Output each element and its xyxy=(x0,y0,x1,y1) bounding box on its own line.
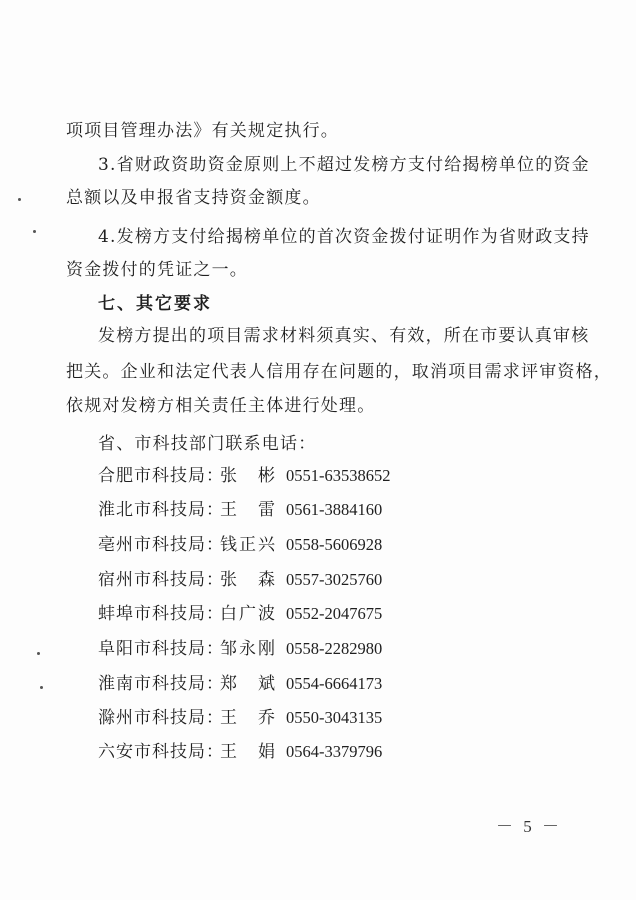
contact-row xyxy=(98,534,382,556)
contact-person: 白广波 xyxy=(220,604,277,624)
contact-phone: 0564-3379796 xyxy=(286,742,383,761)
contact-row xyxy=(98,499,382,521)
contact-phone: 0552-2047675 xyxy=(286,604,383,623)
contact-bureau: 淮北市科技局： xyxy=(98,500,224,520)
paragraph-line: 项项目管理办法》有关规定执行。 xyxy=(66,121,339,141)
contact-phone: 0557-3025760 xyxy=(286,570,383,589)
contact-bureau: 合肥市科技局： xyxy=(98,466,224,486)
contact-person: 钱正兴 xyxy=(220,535,277,555)
contact-person: 王 娟 xyxy=(220,742,277,762)
contact-person: 王 乔 xyxy=(220,708,277,728)
contact-phone: 0551-63538652 xyxy=(286,466,391,485)
requirements-line: 依规对发榜方相关责任主体进行处理。 xyxy=(66,396,376,416)
scan-mark xyxy=(33,230,36,233)
contact-row xyxy=(98,673,382,695)
contact-person: 张 彬 xyxy=(220,466,277,486)
contact-row xyxy=(98,638,382,660)
contact-bureau: 六安市科技局： xyxy=(98,742,224,762)
contact-row xyxy=(98,603,382,625)
contact-bureau: 淮南市科技局： xyxy=(98,674,224,694)
scan-mark xyxy=(18,198,21,201)
contact-row xyxy=(98,465,391,487)
contact-bureau: 宿州市科技局： xyxy=(98,570,224,590)
contact-person: 张 森 xyxy=(220,570,277,590)
paragraph-line: 总额以及申报省支持资金额度。 xyxy=(66,188,321,208)
contact-bureau: 亳州市科技局： xyxy=(98,535,224,555)
contact-bureau: 滁州市科技局： xyxy=(98,708,224,728)
scan-mark xyxy=(40,686,43,689)
contact-row xyxy=(98,569,382,591)
contact-phone: 0550-3043135 xyxy=(286,708,383,727)
contact-row xyxy=(98,741,382,763)
contact-phone: 0558-2282980 xyxy=(286,639,383,658)
contact-person: 王 雷 xyxy=(220,500,277,520)
contact-phone: 0561-3884160 xyxy=(286,500,383,519)
requirements-line: 发榜方提出的项目需求材料须真实、有效，所在市要认真审核 xyxy=(98,326,590,346)
contact-bureau: 蚌埠市科技局： xyxy=(98,604,224,624)
contact-row xyxy=(98,707,382,729)
paragraph-line: 3.省财政资助资金原则上不超过发榜方支付给揭榜单位的资金 xyxy=(98,155,590,175)
paragraph-line: 资金拨付的凭证之一。 xyxy=(66,260,248,280)
contact-bureau: 阜阳市科技局： xyxy=(98,639,224,659)
contact-person: 郑 斌 xyxy=(220,674,277,694)
contact-phone: 0554-6664173 xyxy=(286,674,383,693)
section-heading: 七、其它要求 xyxy=(98,294,212,314)
contact-phone: 0558-5606928 xyxy=(286,535,383,554)
contact-person: 邹永刚 xyxy=(220,639,277,659)
requirements-line: 把关。企业和法定代表人信用存在问题的，取消项目需求评审资格， xyxy=(66,362,612,382)
paragraph-line: 4.发榜方支付给揭榜单位的首次资金拨付证明作为省财政支持 xyxy=(98,227,590,247)
contacts-intro: 省、市科技部门联系电话： xyxy=(98,434,317,454)
page-number: － 5 － xyxy=(496,817,562,836)
scan-mark xyxy=(37,652,40,655)
